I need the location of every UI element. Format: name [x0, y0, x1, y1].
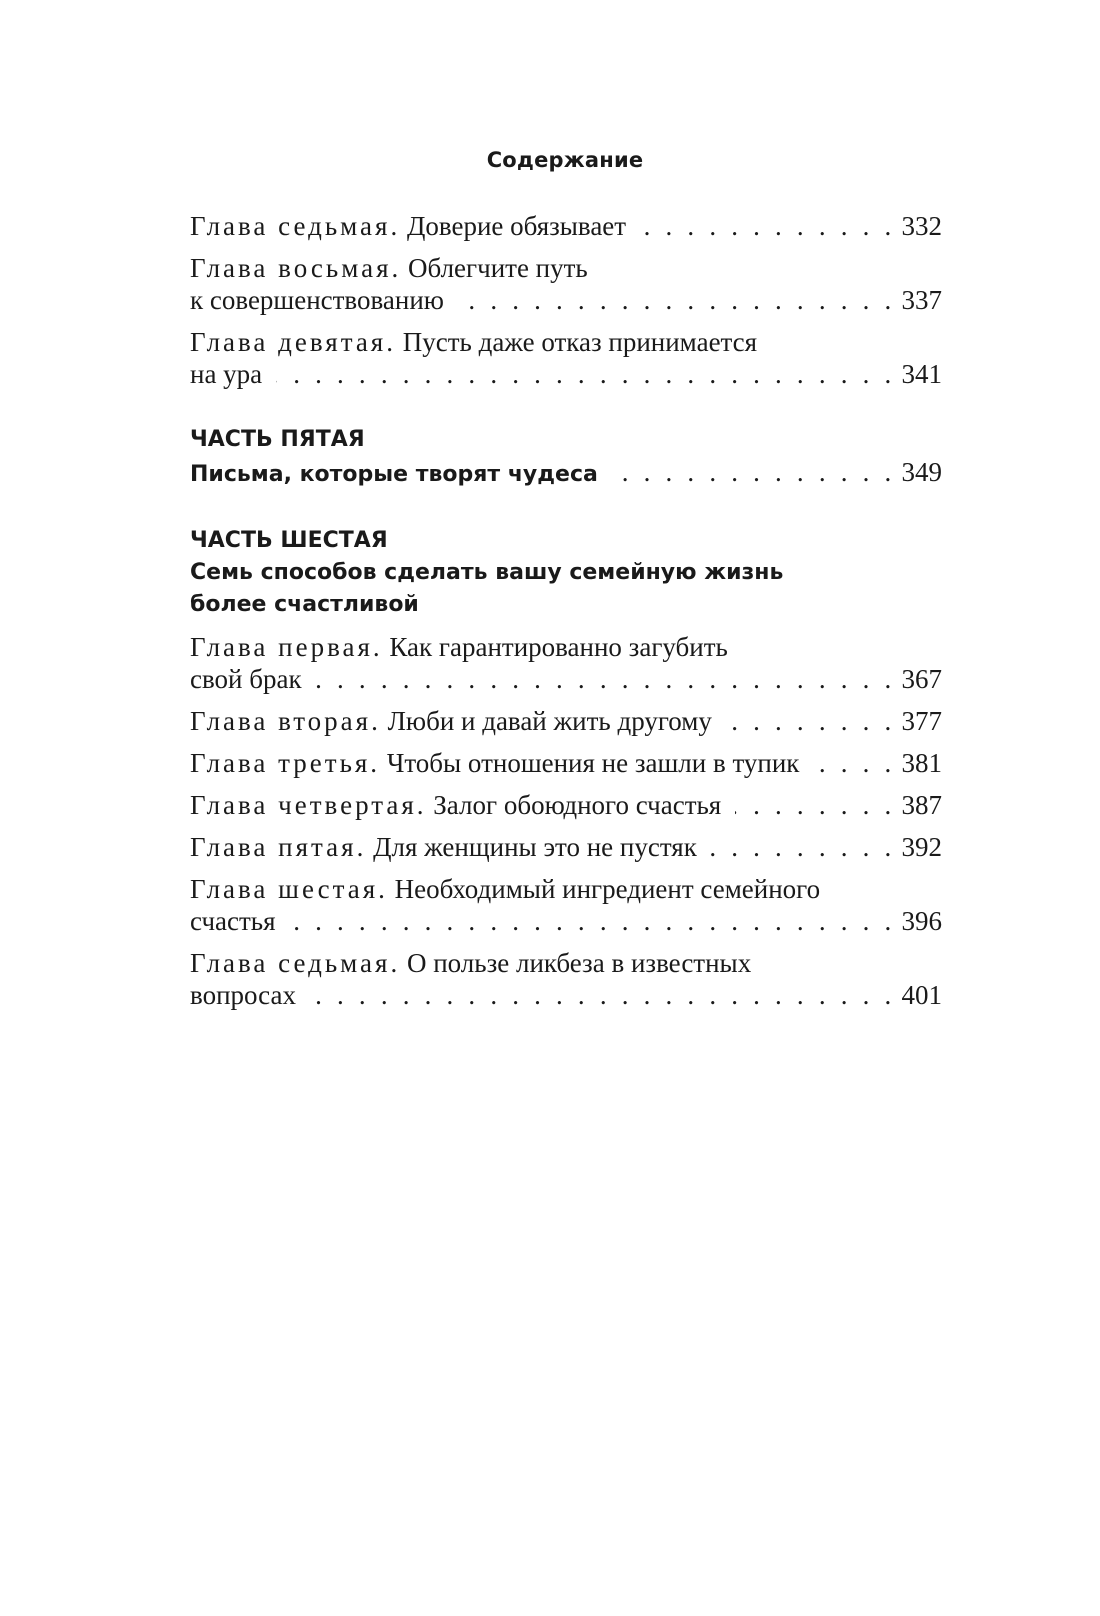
chapter-title: О пользе ликбеза в известных	[406, 948, 752, 978]
dot-leader	[640, 210, 895, 242]
dot-leader	[612, 456, 896, 488]
toc-entry[interactable]	[190, 789, 942, 821]
page-number: 396	[901, 906, 942, 936]
dot-leader	[813, 747, 895, 779]
dot-leader	[276, 358, 895, 390]
chapter-prefix: Глава четвертая.	[190, 790, 427, 820]
chapter-prefix: Глава первая.	[190, 632, 383, 662]
chapter-title-continued: счастья	[190, 906, 276, 936]
dot-leader	[310, 979, 896, 1011]
toc-entry[interactable]	[190, 747, 942, 779]
chapter-title: Пусть даже отказ принимается	[402, 327, 758, 357]
page-number: 381	[901, 748, 942, 778]
toc-entry[interactable]	[190, 631, 942, 695]
part-title: Письма, которые творят чудеса	[190, 462, 598, 487]
dot-leader	[735, 789, 895, 821]
page-number: 401	[901, 980, 942, 1010]
page-number: 349	[901, 457, 942, 487]
part-label: ЧАСТЬ ШЕСТАЯ	[190, 528, 388, 553]
page-number: 392	[901, 832, 942, 862]
chapter-title-continued: к совершенствованию	[190, 285, 444, 315]
chapter-prefix: Глава восьмая.	[190, 253, 402, 283]
toc-entry[interactable]	[190, 947, 942, 1011]
chapter-title: Как гарантированно загубить	[389, 632, 728, 662]
page-number: 332	[901, 211, 942, 241]
chapter-title-continued: вопросах	[190, 980, 296, 1010]
chapter-prefix: Глава вторая.	[190, 706, 381, 736]
part-five[interactable]	[190, 424, 942, 491]
dot-leader	[458, 284, 896, 316]
dot-leader	[316, 663, 896, 695]
toc-entry[interactable]	[190, 326, 942, 390]
table-of-contents	[190, 210, 942, 1029]
part-title: Семь способов сделать вашу семейную жизнь	[190, 560, 784, 585]
chapter-prefix: Глава пятая.	[190, 832, 367, 862]
dot-leader	[711, 831, 896, 863]
chapter-title: Залог обоюдного счастья	[433, 790, 722, 820]
page-number: 337	[901, 285, 942, 315]
chapter-title: Чтобы отношения не зашли в тупик	[386, 748, 800, 778]
chapter-title: Необходимый ингредиент семейного	[394, 874, 821, 904]
dot-leader	[726, 705, 896, 737]
chapter-title: Доверие обязывает	[406, 211, 627, 241]
chapter-title: Люби и давай жить другому	[387, 706, 712, 736]
chapter-prefix: Глава девятая.	[190, 327, 396, 357]
chapter-prefix: Глава седьмая.	[190, 211, 401, 241]
chapter-prefix: Глава третья.	[190, 748, 381, 778]
page-title: Содержание	[486, 148, 644, 172]
chapter-title: Для женщины это не пустяк	[373, 832, 697, 862]
chapter-title: Облегчите путь	[408, 253, 588, 283]
dot-leader	[290, 905, 896, 937]
toc-entry[interactable]	[190, 252, 942, 316]
chapter-title-continued: свой брак	[190, 664, 302, 694]
chapter-title-continued: на ура	[190, 359, 263, 389]
toc-entry[interactable]	[190, 210, 942, 242]
part-six	[190, 525, 942, 1011]
toc-entry[interactable]	[190, 705, 942, 737]
page-number: 377	[901, 706, 942, 736]
page-number: 387	[901, 790, 942, 820]
toc-entry[interactable]	[190, 873, 942, 937]
chapter-prefix: Глава шестая.	[190, 874, 388, 904]
chapter-prefix: Глава седьмая.	[190, 948, 401, 978]
toc-entry[interactable]	[190, 831, 942, 863]
page-number: 367	[901, 664, 942, 694]
part-label: ЧАСТЬ ПЯТАЯ	[190, 427, 365, 452]
page-number: 341	[901, 359, 942, 389]
part-title-continued: более счастливой	[190, 592, 419, 617]
